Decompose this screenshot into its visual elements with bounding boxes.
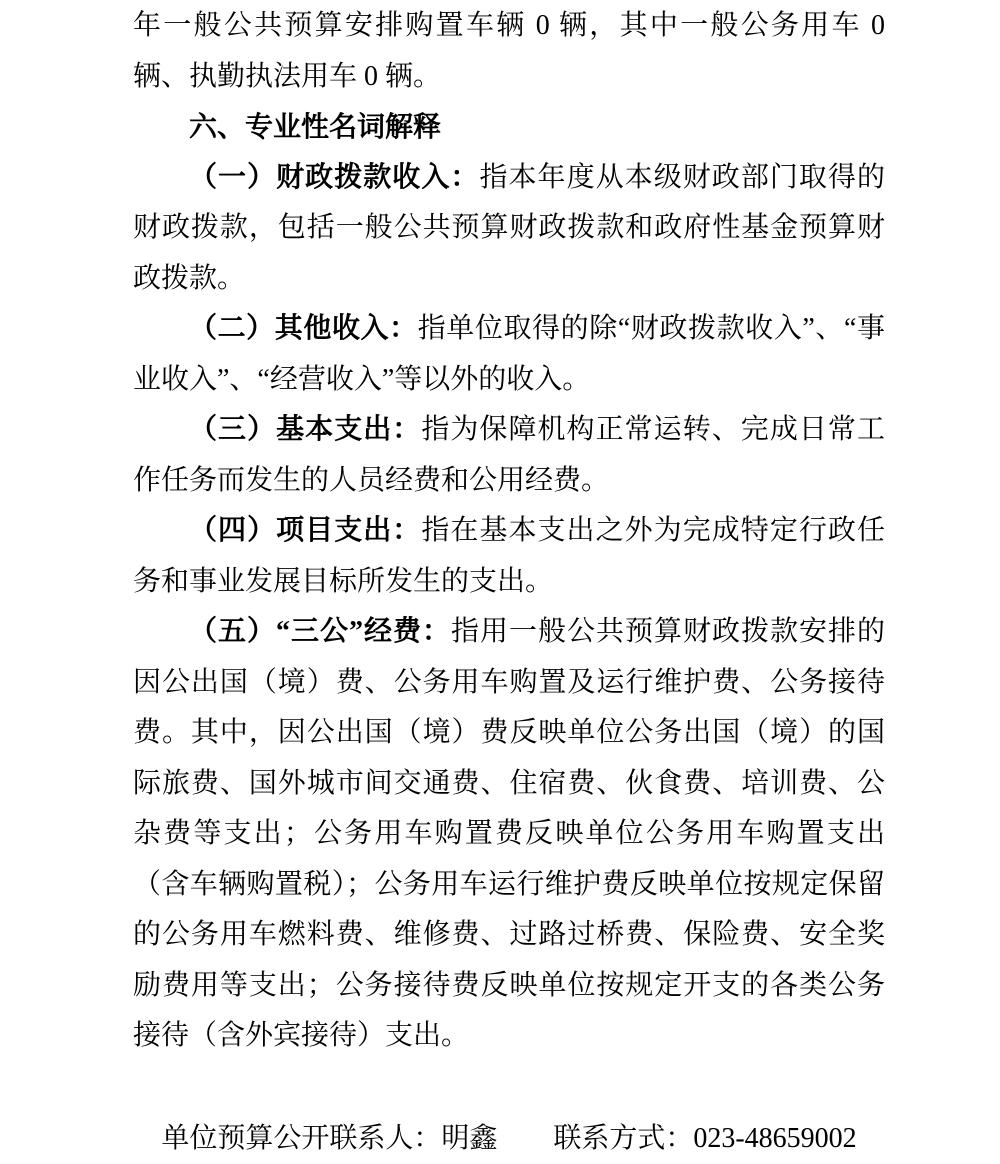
definition-term-3: （三）基本支出： <box>189 414 421 445</box>
contact-name: 明鑫 <box>441 1123 497 1154</box>
definition-description-5: 指用一般公共预算财政拨款安排的因公出国（境）费、公务用车购置及运行维护费、公务接待费。其中，因公出国（境）费反映单位公务出国（境）的国际旅费、国外城市间交通费、住宿费、伙食费、培训费、公杂费等支出；公务用车购置费反映单位公务用车购置支出（含车辆购置税）；公务用车运行维护费反映单位按规定保留的公务用车燃料费、维修费、过路过桥费、保险费、安全奖励费用等支出；公务接待费反映单位按规定开支的各类公务接待（含外宾接待）支出。 <box>133 616 885 1051</box>
section-heading: 六、专业性名词解释 <box>133 102 885 153</box>
definition-paragraph-5 <box>133 607 885 1062</box>
opening-paragraph: 年一般公共预算安排购置车辆 0 辆，其中一般公务用车 0 辆、执勤执法用车 0 辆。 <box>133 1 885 102</box>
definition-description-4: 指在基本支出之外为完成特定行政任务和事业发展目标所发生的支出。 <box>133 515 885 597</box>
definition-term-2: （二）其他收入： <box>189 313 418 344</box>
definition-term-1: （一）财政拨款收入： <box>189 162 479 193</box>
definition-paragraph-3 <box>133 405 885 506</box>
contact-label: 单位预算公开联系人： <box>161 1123 441 1154</box>
definition-paragraph-4 <box>133 506 885 607</box>
definition-description-1: 指本年度从本级财政部门取得的财政拨款，包括一般公共预算财政拨款和政府性基金预算财政拨款。 <box>133 162 885 294</box>
definition-term-5: （五）“三公”经费： <box>189 616 451 647</box>
definition-paragraph-1 <box>133 153 885 305</box>
contact-line <box>133 1114 885 1164</box>
phone-number: 023-48659002 <box>693 1123 856 1154</box>
definition-term-4: （四）项目支出： <box>189 515 421 546</box>
definition-description-3: 指为保障机构正常运转、完成日常工作任务而发生的人员经费和公用经费。 <box>133 414 885 496</box>
definition-paragraph-2 <box>133 304 885 405</box>
phone-label: 联系方式： <box>553 1123 693 1154</box>
definition-description-2: 指单位取得的除“财政拨款收入”、“事业收入”、“经营收入”等以外的收入。 <box>133 313 885 395</box>
